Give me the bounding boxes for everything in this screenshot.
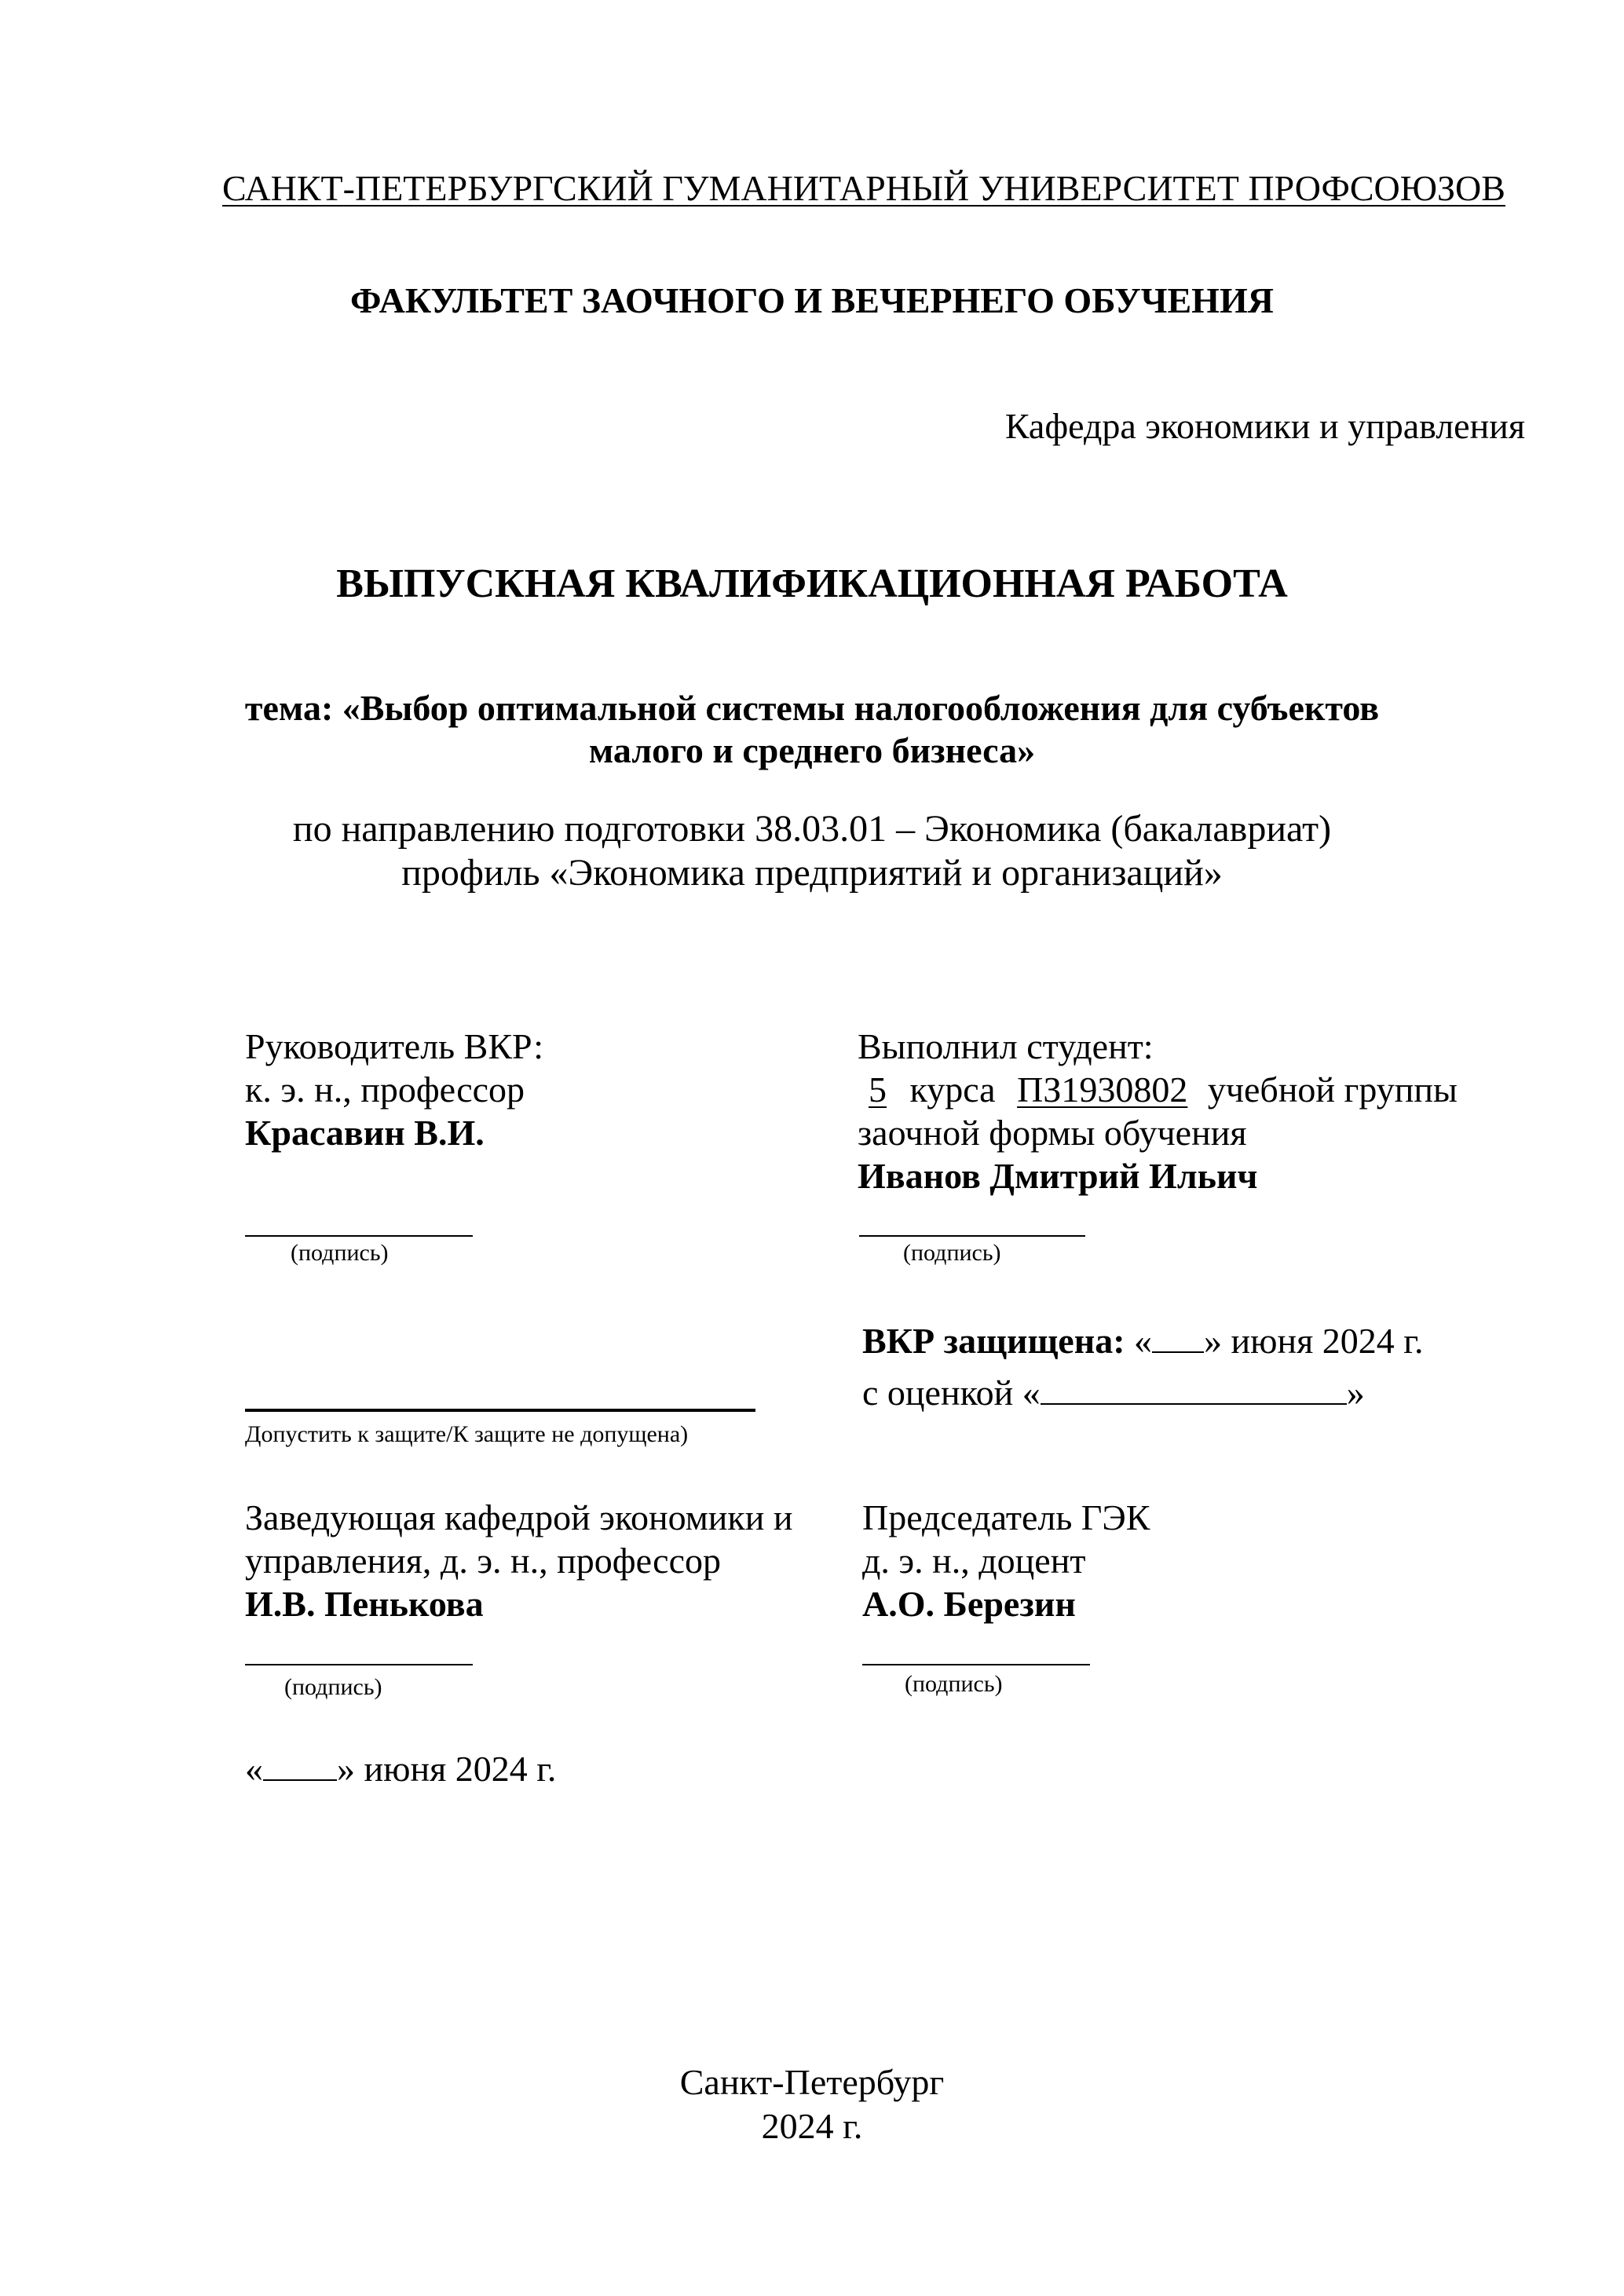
chairman-name: А.О. Березин <box>862 1584 1076 1624</box>
work-type-heading: ВЫПУСКНАЯ КВАЛИФИКАЦИОННАЯ РАБОТА <box>336 561 1288 606</box>
direction-line-1: по направлению подготовки 38.03.01 – Экономика (бакалавриат) <box>292 808 1332 850</box>
supervisor-signature-line <box>245 1235 473 1237</box>
group-word: учебной группы <box>1207 1069 1458 1110</box>
study-form: заочной формы обучения <box>858 1113 1247 1153</box>
group-code: ПЗ1930802 <box>1017 1069 1188 1110</box>
topic-line-1: тема: «Выбор оптимальной системы налогообложения для субъектов <box>244 688 1380 728</box>
supervisor-name: Красавин В.И. <box>245 1113 485 1153</box>
student-course-line <box>858 1068 1458 1112</box>
head-line-1: Заведующая кафедрой экономики и <box>245 1497 793 1537</box>
bottom-date-suffix: » июня 2024 г. <box>337 1749 557 1789</box>
student-label: Выполнил студент: <box>858 1026 1154 1066</box>
defense-grade-line <box>862 1371 1365 1415</box>
bottom-day-blank <box>263 1748 337 1781</box>
grade-blank <box>1041 1372 1347 1405</box>
department-name: Кафедра экономики и управления <box>1004 406 1525 446</box>
defense-date-line <box>862 1319 1423 1363</box>
grade-label: с оценкой « <box>862 1373 1041 1413</box>
defense-date-suffix: » июня 2024 г. <box>1204 1321 1424 1361</box>
defense-label: ВКР защищена: <box>862 1321 1125 1361</box>
supervisor-degree: к. э. н., профессор <box>245 1069 525 1110</box>
student-signature-caption: (подпись) <box>903 1240 1001 1266</box>
defense-day-blank <box>1152 1320 1204 1353</box>
head-line-2: управления, д. э. н., профессор <box>245 1541 721 1581</box>
student-name: Иванов Дмитрий Ильич <box>858 1156 1258 1196</box>
head-name: И.В. Пенькова <box>245 1584 484 1624</box>
student-signature-line <box>859 1235 1085 1237</box>
grade-close-quote: » <box>1346 1373 1365 1413</box>
bottom-open-quote: « <box>245 1749 263 1789</box>
supervisor-label: Руководитель ВКР: <box>245 1026 544 1066</box>
defense-open-quote: « <box>1134 1321 1153 1361</box>
city: Санкт-Петербург <box>679 2062 945 2102</box>
university-name: САНКТ-ПЕТЕРБУРГСКИЙ ГУМАНИТАРНЫЙ УНИВЕРСИТЕТ ПРОФСОЮЗОВ <box>222 168 1505 208</box>
head-signature-caption: (подпись) <box>284 1674 382 1700</box>
year: 2024 г. <box>761 2106 863 2146</box>
chairman-signature-line <box>862 1664 1090 1665</box>
course-word: курса <box>909 1069 996 1110</box>
faculty-name: ФАКУЛЬТЕТ ЗАОЧНОГО И ВЕЧЕРНЕГО ОБУЧЕНИЯ <box>350 280 1274 320</box>
chairman-signature-caption: (подпись) <box>905 1671 1003 1697</box>
course-number: 5 <box>869 1069 887 1110</box>
admission-caption: Допустить к защите/К защите не допущена) <box>245 1421 689 1447</box>
chairman-degree: д. э. н., доцент <box>862 1541 1086 1581</box>
admission-line <box>245 1409 755 1412</box>
chairman-label: Председатель ГЭК <box>862 1497 1150 1537</box>
supervisor-signature-caption: (подпись) <box>291 1240 389 1266</box>
topic-line-2: малого и среднего бизнеса» <box>588 730 1036 770</box>
head-signature-line <box>245 1664 473 1665</box>
direction-line-2: профиль «Экономика предприятий и организаций» <box>401 852 1223 894</box>
bottom-date-line <box>245 1747 556 1791</box>
